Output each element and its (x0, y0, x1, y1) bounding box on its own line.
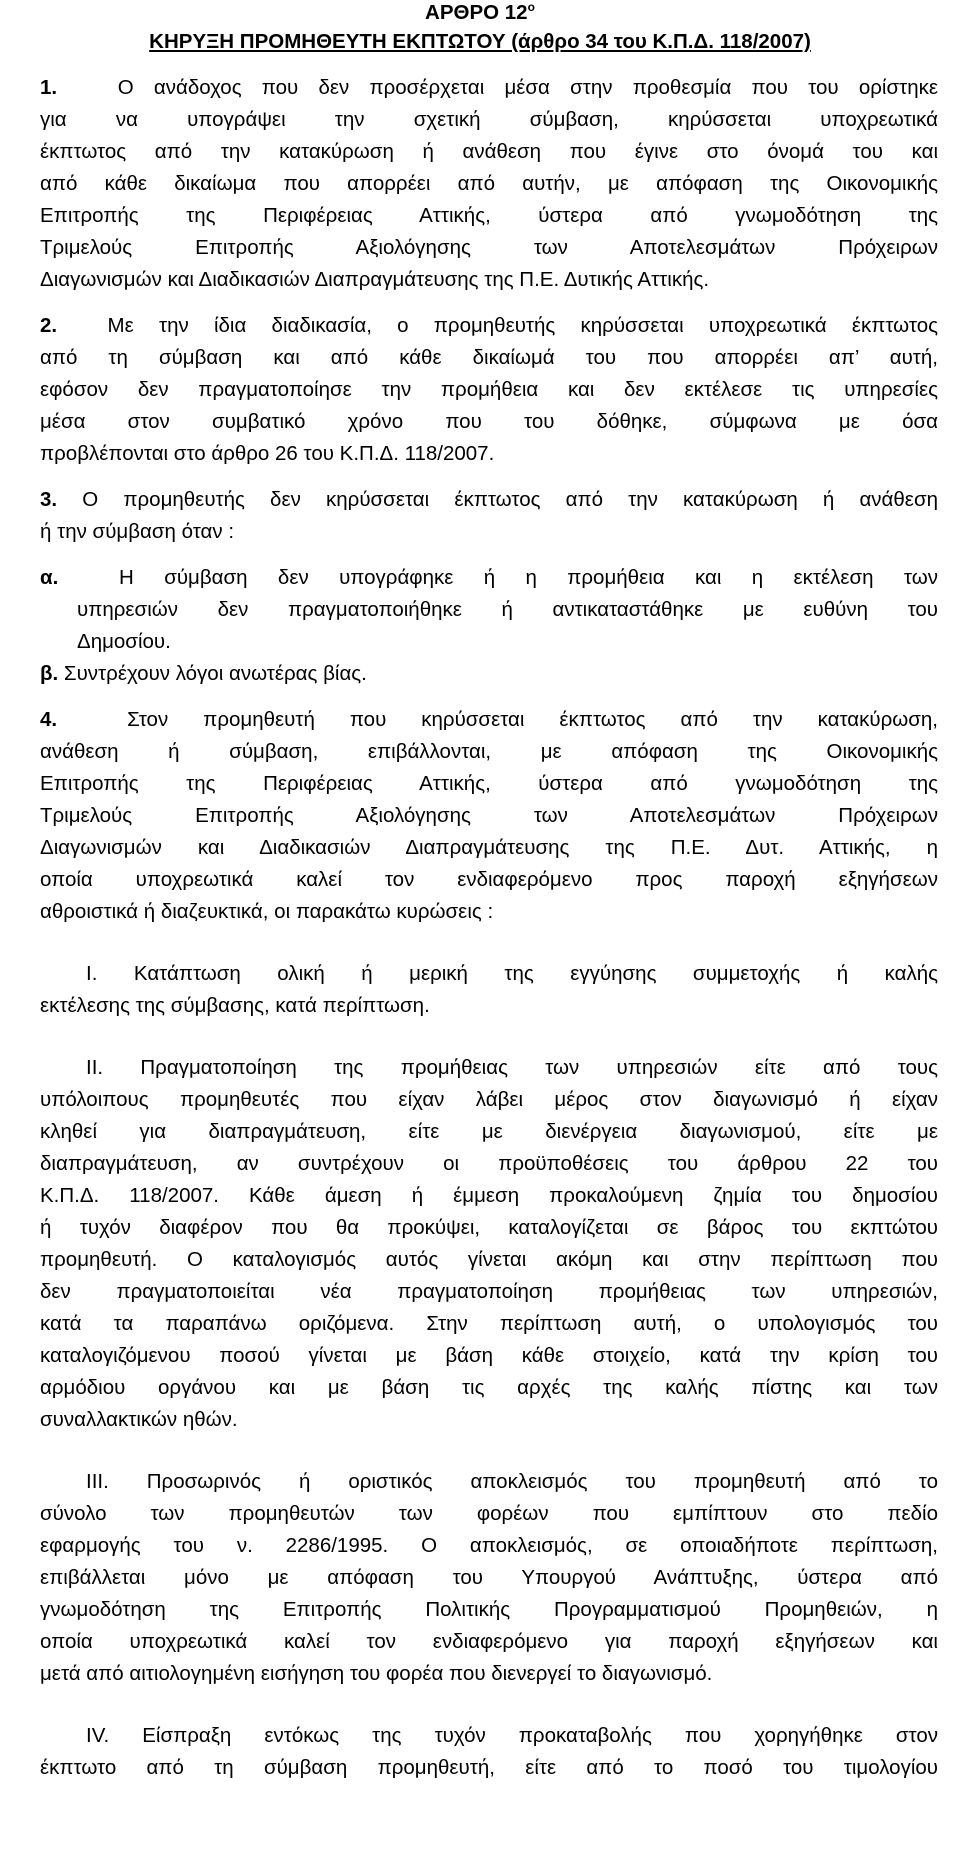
sanction-ii-line: ή τυχόν διαφέρον που θα προκύψει, καταλογίζεται σε βάρος του εκπτώτου (40, 1216, 938, 1239)
sanction-iii (40, 1466, 938, 1690)
sanction-iv-line: IV. Είσπραξη εντόκως της τυχόν προκαταβολής που χορηγήθηκε στον (86, 1724, 938, 1747)
section-2-number: 2. (40, 314, 58, 337)
section-2-line: προβλέπονται στο άρθρο 26 του Κ.Π.Δ. 118/2007. (40, 442, 495, 465)
sanction-ii-line: Κ.Π.Δ. 118/2007. Κάθε άμεση ή έμμεση προκαλούμενη ζημία του δημοσίου (40, 1184, 938, 1207)
section-4-line: 4. Στον προμηθευτή που κηρύσσεται έκπτωτος από την κατακύρωση, (40, 708, 938, 731)
sanction-ii-line: κληθεί για διαπραγμάτευση, είτε με διενέργεια διαγωνισμού, είτε με (40, 1120, 938, 1143)
sanction-ii-label: II. (86, 1056, 104, 1079)
section-2-line: 2. Με την ίδια διαδικασία, ο προμηθευτής κηρύσσεται υποχρεωτικά έκπτωτος (40, 314, 938, 337)
section-1-line: Διαγωνισμών και Διαδικασιών Διαπραγμάτευσης της Π.Ε. Δυτικής Αττικής. (40, 268, 710, 291)
section-1-line: Τριμελούς Επιτροπής Αξιολόγησης των Αποτελεσμάτων Πρόχειρων (40, 236, 938, 259)
sanction-i-label: I. (86, 962, 98, 985)
sanction-ii-line: συναλλακτικών ηθών. (40, 1408, 238, 1431)
item-alpha-line: α. Η σύμβαση δεν υπογράφηκε ή η προμήθεια και η εκτέλεση των (40, 566, 938, 589)
section-1-line: Επιτροπής της Περιφέρειας Αττικής, ύστερα από γνωμοδότηση της (40, 204, 938, 227)
section-1-line: από κάθε δικαίωμα που απορρέει από αυτήν, με απόφαση της Οικονομικής (40, 172, 938, 195)
section-2-line: εφόσον δεν πραγματοποίησε την προμήθεια και δεν εκτέλεσε τις υπηρεσίες (40, 378, 938, 401)
section-4-line: Τριμελούς Επιτροπής Αξιολόγησης των Αποτελεσμάτων Πρόχειρων (40, 804, 938, 827)
section-1-line: έκπτωτος από την κατακύρωση ή ανάθεση που έγινε στο όνομά του και (40, 140, 938, 163)
section-3-item-beta (40, 658, 938, 690)
sanction-ii-line: καταλογιζόμενου ποσού γίνεται με βάση κάθε στοιχείο, κατά την κρίση του (40, 1344, 938, 1367)
section-3-item-alpha (40, 562, 938, 658)
sanction-ii-line: υπόλοιπους προμηθευτές που είχαν λάβει μέρος στον διαγωνισμό ή είχαν (40, 1088, 938, 1111)
section-1-line: 1. Ο ανάδοχος που δεν προσέρχεται μέσα στην προθεσμία που του ορίστηκε (40, 76, 938, 99)
sanction-iii-line: εφαρμογής του ν. 2286/1995. Ο αποκλεισμός, σε οποιαδήποτε περίπτωση, (40, 1534, 938, 1557)
article-heading (40, 0, 938, 26)
section-4-line: ανάθεση ή σύμβαση, επιβάλλονται, με απόφαση της Οικονομικής (40, 740, 938, 763)
section-4-number: 4. (40, 708, 58, 731)
item-beta-line: β. Συντρέχουν λόγοι ανωτέρας βίας. (40, 662, 367, 685)
sanction-ii-line: διαπραγμάτευση, αν συντρέχουν οι προϋποθέσεις του άρθρου 22 του (40, 1152, 938, 1175)
sanction-iii-line: μετά από αιτιολογημένη εισήγηση του φορέα που διενεργεί το διαγωνισμό. (40, 1662, 713, 1685)
section-3-number: 3. (40, 488, 58, 511)
article-heading-sup: ο (527, 0, 535, 15)
sanction-i (40, 958, 938, 1022)
section-4-line: Διαγωνισμών και Διαδικασιών Διαπραγμάτευσης της Π.Ε. Δυτ. Αττικής, η (40, 836, 938, 859)
sanction-ii-line: κατά τα παραπάνω οριζόμενα. Στην περίπτωση αυτή, ο υπολογισμός του (40, 1312, 938, 1335)
item-alpha-line: Δημοσίου. (77, 630, 171, 653)
sanction-iv (40, 1720, 938, 1784)
sanction-iii-line: οποία υποχρεωτικά καλεί τον ενδιαφερόμενο για παροχή εξηγήσεων και (40, 1630, 938, 1653)
sanction-ii-line: δεν πραγματοποιείται νέα πραγματοποίηση προμήθειας των υπηρεσιών, (40, 1280, 938, 1303)
item-alpha-line: υπηρεσιών δεν πραγματοποιήθηκε ή αντικαταστάθηκε με ευθύνη του (77, 598, 938, 621)
section-4-line: Επιτροπής της Περιφέρειας Αττικής, ύστερα από γνωμοδότηση της (40, 772, 938, 795)
section-4 (40, 704, 938, 928)
section-2 (40, 310, 938, 470)
section-3-line: 3. Ο προμηθευτής δεν κηρύσσεται έκπτωτος από την κατακύρωση ή ανάθεση (40, 488, 938, 511)
sanction-iii-label: III. (86, 1470, 109, 1493)
article-heading-text: ΑΡΘΡΟ 12 (425, 1, 528, 24)
sanction-iii-line: επιβάλλεται μόνο με απόφαση του Υπουργού Ανάπτυξης, ύστερα από (40, 1566, 938, 1589)
section-4-line: αθροιστικά ή διαζευκτικά, οι παρακάτω κυρώσεις : (40, 900, 494, 923)
section-3 (40, 484, 938, 690)
sanction-iii-line: σύνολο των προμηθευτών των φορέων που εμπίπτουν στο πεδίο (40, 1502, 938, 1525)
section-2-line: από τη σύμβαση και από κάθε δικαίωμά του που απορρέει απ’ αυτή, (40, 346, 938, 369)
section-1 (40, 72, 938, 296)
sanction-iv-label: IV. (86, 1724, 110, 1747)
sanction-i-line: I. Κατάπτωση ολική ή μερική της εγγύησης συμμετοχής ή καλής (86, 962, 938, 985)
sanction-iv-line: έκπτωτο από τη σύμβαση προμηθευτή, είτε από το ποσό του τιμολογίου (40, 1756, 938, 1779)
sanction-i-line: εκτέλεσης της σύμβασης, κατά περίπτωση. (40, 994, 430, 1017)
article-subtitle: ΚΗΡΥΞΗ ΠΡΟΜΗΘΕΥΤΗ ΕΚΠΤΩΤΟΥ (άρθρο 34 του Κ.Π.Δ. 118/2007) (149, 30, 811, 53)
item-alpha-label: α. (40, 566, 59, 589)
sanction-iii-line: III. Προσωρινός ή οριστικός αποκλεισμός του προμηθευτή από το (86, 1470, 938, 1493)
sanction-ii-line: II. Πραγματοποίηση της προμήθειας των υπηρεσιών είτε από τους (86, 1056, 938, 1079)
sanction-ii-line: αρμόδιου οργάνου και με βάση τις αρχές της καλής πίστης και των (40, 1376, 938, 1399)
sanction-ii (40, 1052, 938, 1436)
section-2-line: μέσα στον συμβατικό χρόνο που του δόθηκε, σύμφωνα με όσα (40, 410, 938, 433)
sanction-ii-line: προμηθευτή. Ο καταλογισμός αυτός γίνεται ακόμη και στην περίπτωση που (40, 1248, 938, 1271)
section-3-line: ή την σύμβαση όταν : (40, 520, 235, 543)
sanction-iii-line: γνωμοδότηση της Επιτροπής Πολιτικής Προγραμματισμού Προμηθειών, η (40, 1598, 938, 1621)
section-1-number: 1. (40, 76, 58, 99)
item-beta-label: β. (40, 662, 59, 685)
section-4-line: οποία υποχρεωτικά καλεί τον ενδιαφερόμενο προς παροχή εξηγήσεων (40, 868, 938, 891)
section-1-line: για να υπογράψει την σχετική σύμβαση, κηρύσσεται υποχρεωτικά (40, 108, 938, 131)
